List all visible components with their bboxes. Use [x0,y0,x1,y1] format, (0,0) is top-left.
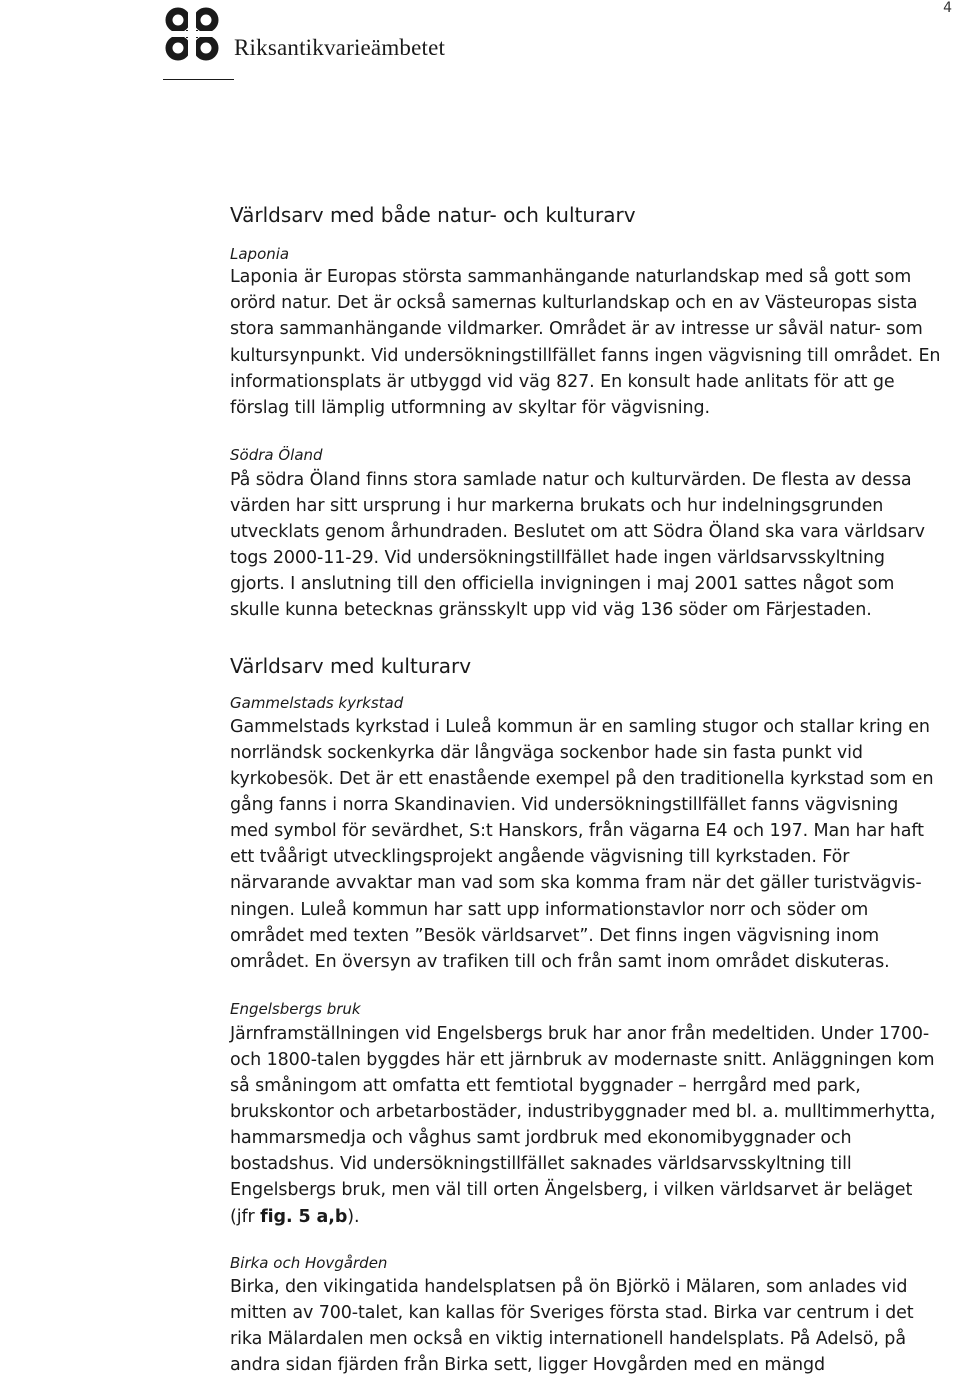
paragraph-line-figure-ref [230,1207,359,1227]
section-heading: Världsarv med både natur- och kulturarv [230,203,636,227]
paragraph-line: och 1800-talen byggdes här ett järnbruk av modernaste snitt. Anläggningen kom [230,1050,935,1070]
paragraph-line: ett tvåårigt utvecklingsprojekt angående vägvisning till kyrkstaden. För [230,847,850,867]
entry-title-sodra-oland: Södra Öland [230,446,323,464]
paragraph-line: gång fanns i norra Skandinavien. Vid undersökningstillfället fanns vägvisning [230,795,899,815]
paragraph-line: hammarsmedja och våghus samt jordbruk med ekonomibyggnader och [230,1128,852,1148]
paragraph-line: togs 2000-11-29. Vid undersökningstillfället hade ingen världsarvsskyltning [230,548,885,568]
paragraph-line: Birka, den vikingatida handelsplatsen på ön Björkö i Mälaren, som anlades vid [230,1277,908,1297]
paragraph-line: kultursynpunkt. Vid undersökningstillfället fanns ingen vägvisning till området. En [230,346,941,366]
paragraph-line: värden har sitt ursprung i hur markerna brukats och hur indelningsgrunden [230,496,884,516]
riksantikvarieambetet-logo-icon [163,6,221,62]
paragraph-line: närvarande avvaktar man vad som ska komma fram när det gäller turistvägvis- [230,873,922,893]
paragraph-line: området med texten ”Besök världsarvet”. Det finns ingen vägvisning inom [230,926,880,946]
entry-title-gammelstad: Gammelstads kyrkstad [230,694,404,712]
entry-title-engelsberg: Engelsbergs bruk [230,1000,361,1018]
header-rule [163,79,234,80]
paragraph-line: norrländsk sockenkyrka där långväga sockenbor hade sin fasta punkt vid [230,743,863,763]
paragraph-line: Laponia är Europas största sammanhängande naturlandskap med så gott som [230,267,912,287]
paragraph-line: skulle kunna betecknas gränsskylt upp vid väg 136 söder om Färjestaden. [230,600,872,620]
paragraph-line: förslag till lämplig utformning av skyltar för vägvisning. [230,398,710,418]
figure-ref-prefix: (jfr [230,1207,261,1227]
paragraph-line: gjorts. I anslutning till den officiella invigningen i maj 2001 sattes något som [230,574,895,594]
paragraph-line: rika Mälardalen men också en viktig internationell handelsplats. På Adelsö, på [230,1329,906,1349]
paragraph-line: Engelsbergs bruk, men väl till orten Ängelsberg, i vilken världsarvet är beläget [230,1180,913,1200]
paragraph-line: informationsplats är utbyggd vid väg 827. En konsult hade anlitats för att ge [230,372,895,392]
paragraph-line: orörd natur. Det är också samernas kulturlandskap och en av Västeuropas sista [230,293,918,313]
figure-ref-suffix: ). [347,1207,360,1227]
paragraph-line: ningen. Luleå kommun har satt upp informationstavlor norr och söder om [230,900,869,920]
paragraph-line: så småningom att omfatta ett femtiotal byggnader – herrgård med park, [230,1076,861,1096]
paragraph-line: Järnframställningen vid Engelsbergs bruk har anor från medeltiden. Under 1700- [230,1024,930,1044]
paragraph-line: brukskontor och arbetarbostäder, industribyggnader med bl. a. mulltimmerhytta, [230,1102,936,1122]
organization-name: Riksantikvarieämbetet [234,35,446,60]
figure-reference-link[interactable]: fig. 5 a,b [260,1207,348,1227]
paragraph-line: mitten av 700-talet, kan kallas för Sveriges första stad. Birka var centrum i det [230,1303,914,1323]
paragraph-line: bostadshus. Vid undersökningstillfället saknades världsarvsskyltning till [230,1154,852,1174]
paragraph-line: kyrkobesök. Det är ett enastående exempel på den traditionella kyrkstad som en [230,769,934,789]
paragraph-line: På södra Öland finns stora samlade natur och kulturvärden. De flesta av dessa [230,470,912,490]
paragraph-line: Gammelstads kyrkstad i Luleå kommun är en samling stugor och stallar kring en [230,717,930,737]
paragraph-line: stora sammanhängande vildmarker. Området är av intresse ur såväl natur- som [230,319,923,339]
entry-title-birka: Birka och Hovgården [230,1254,388,1272]
entry-title-laponia: Laponia [230,245,290,263]
paragraph-line: andra sidan fjärden från Birka sett, ligger Hovgården med en mängd [230,1355,825,1375]
paragraph-line: utvecklats genom århundraden. Beslutet om att Södra Öland ska vara världsarv [230,522,925,542]
section-heading: Världsarv med kulturarv [230,654,472,678]
page-number: 4 [943,0,952,16]
paragraph-line: området. En översyn av trafiken till och från samt inom området diskuteras. [230,952,890,972]
paragraph-line: med symbol för sevärdhet, S:t Hanskors, från vägarna E4 och 197. Man har haft [230,821,924,841]
